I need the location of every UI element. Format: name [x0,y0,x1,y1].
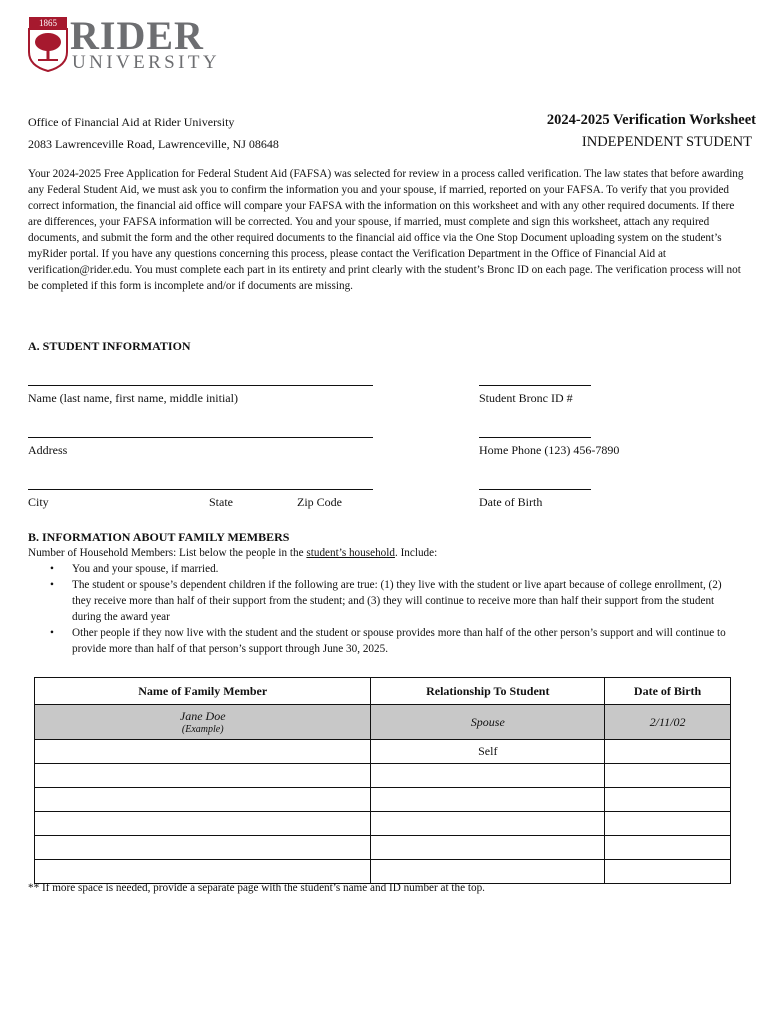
dob-cell[interactable] [605,836,731,860]
name-cell[interactable] [35,788,371,812]
section-b-heading: B. INFORMATION ABOUT FAMILY MEMBERS [28,530,290,544]
logo-subtitle: UNIVERSITY [72,52,220,73]
shield-tree-icon [28,16,68,72]
bullet-item: • Other people if they now live with the student and the student or spouse provides more than half of the other person’s support and will continue to provide more than half of that person’s support through June 30, 2025. [72,625,728,657]
example-relationship: Spouse [371,705,605,740]
address-field[interactable] [28,437,373,438]
footnote: ** If more space is needed, provide a separate page with the student’s name and ID number at the top. [28,882,485,894]
example-dob: 2/11/02 [605,705,731,740]
rider-logo [28,13,220,76]
col-header-name: Name of Family Member [35,678,371,705]
table-row [35,860,731,884]
bullet-item: • You and your spouse, if married. [72,561,728,577]
name-label: Name (last name, first name, middle initial) [28,391,238,405]
name-cell[interactable] [35,860,371,884]
relationship-cell[interactable] [371,836,605,860]
zip-label: Zip Code [297,495,342,509]
dob-label: Date of Birth [479,495,543,509]
name-field[interactable] [28,385,373,386]
household-intro-underlined: student’s household [306,547,395,559]
relationship-cell[interactable] [371,812,605,836]
bronc-id-label: Student Bronc ID # [479,391,573,405]
worksheet-subtitle: INDEPENDENT STUDENT [581,134,752,150]
intro-paragraph: Your 2024-2025 Free Application for Federal Student Aid (FAFSA) was selected for review in a process called verification. The law states that before awarding any Federal Student Aid, we must ask you to confirm the information you and your spouse, if married, reported on your FAFSA. To verify that you provided correct information, the financial aid office will compare your FAFSA with the information on this worksheet and with any other required documents. If there are differences, your FAFSA information will be corrected. You and your spouse, if married, must complete and sign this worksheet, attach any required documents, and submit the form and the other required documents to the financial aid office via the One Stop Document uploading system on the student’s myRider portal. If you have any questions concerning this process, please contact the Verification Department in the Office of Financial Aid at verification@rider.edu. You must complete each part in its entirety and print clearly with the student’s Bronc ID on each page. The verification process will not be completed if this form is incomplete and/or if documents are missing. [28,168,744,292]
office-name: Office of Financial Aid at Rider University [28,115,235,129]
family-members-table [34,677,731,884]
city-label: City [28,495,49,509]
household-intro-text: Number of Household Members: List below the people in the [28,547,307,559]
example-note: (Example) [181,724,224,735]
household-intro [28,545,437,561]
dob-cell[interactable] [605,788,731,812]
name-cell[interactable] [35,764,371,788]
relationship-cell[interactable] [371,788,605,812]
address-label: Address [28,443,68,457]
state-label: State [209,495,233,509]
logo-year: 1865 [39,18,57,28]
dob-cell[interactable] [605,812,731,836]
home-phone-label: Home Phone (123) 456-7890 [479,443,620,457]
table-header-row [35,678,731,705]
relationship-cell[interactable] [371,764,605,788]
example-row [35,705,731,740]
city-state-zip-field[interactable] [28,489,373,490]
section-a-heading: A. STUDENT INFORMATION [28,339,191,353]
logo-name: RIDER [70,13,204,58]
worksheet-title: 2024-2025 Verification Worksheet [546,112,756,128]
office-address: 2083 Lawrenceville Road, Lawrenceville, NJ 08648 [28,137,279,151]
table-row [35,764,731,788]
dob-cell[interactable] [605,740,731,764]
relationship-cell[interactable] [371,860,605,884]
col-header-relationship: Relationship To Student [371,678,605,705]
self-label: Self [478,744,498,758]
example-name-cell [35,705,371,740]
dob-cell[interactable] [605,764,731,788]
dob-cell[interactable] [605,860,731,884]
household-bullets [28,561,728,657]
name-cell[interactable] [35,812,371,836]
table-row [35,740,731,764]
name-cell[interactable] [35,740,371,764]
example-name: Jane Doe [179,709,226,723]
bronc-id-field[interactable] [479,385,591,386]
name-cell[interactable] [35,836,371,860]
relationship-cell-self [371,740,605,764]
dob-field[interactable] [479,489,591,490]
table-row [35,788,731,812]
household-intro-end: . Include: [394,547,438,559]
table-row [35,812,731,836]
table-row [35,836,731,860]
home-phone-field[interactable] [479,437,591,438]
col-header-dob: Date of Birth [605,678,731,705]
bullet-item: • The student or spouse’s dependent children if the following are true: (1) they live with the student or live apart because of college enrollment, (2) they receive more than half of their support from the student; and (3) they will continue to receive more than half their support from the student during the award year [72,577,728,625]
